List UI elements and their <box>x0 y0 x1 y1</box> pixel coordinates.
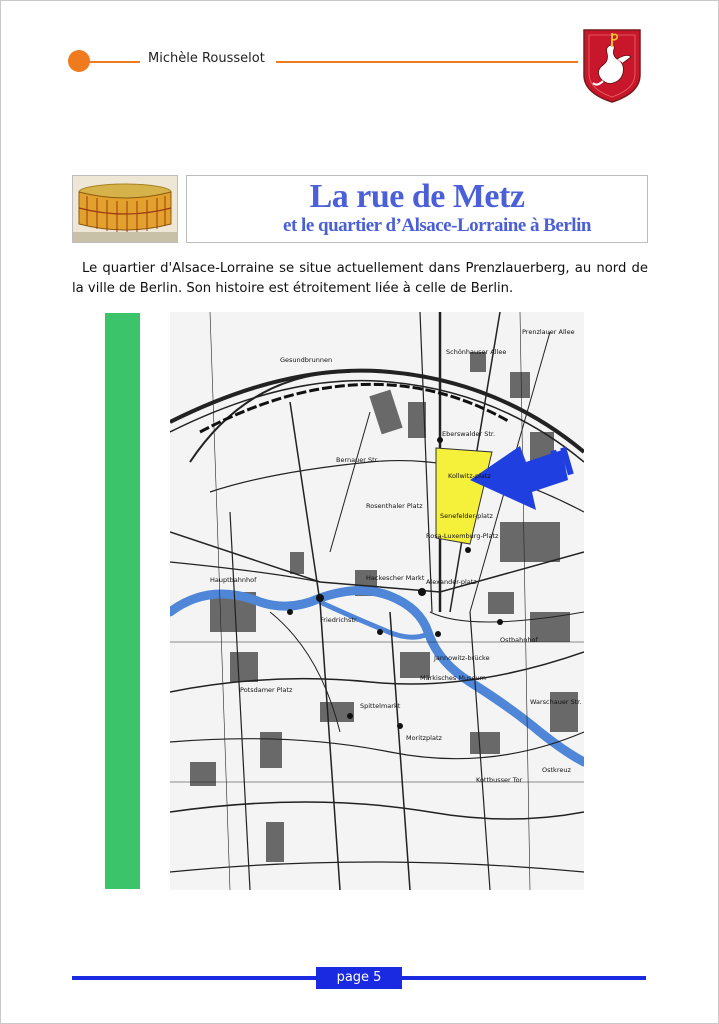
header-dot <box>68 50 90 72</box>
map-label-jannowitz: Jannowitz-brücke <box>434 654 490 662</box>
map-label-warschauer: Warschauer Str. <box>530 698 582 706</box>
author-name: Michèle Rousselot <box>148 51 265 66</box>
title-box <box>186 175 648 243</box>
map-label-rosenthaler: Rosenthaler Platz <box>366 502 423 510</box>
map-label-potsdamer: Potsdamer Platz <box>240 686 293 694</box>
header-rule-left <box>88 61 140 63</box>
map-label-gesundbrunnen: Gesundbrunnen <box>280 356 333 364</box>
map-label-kottbusser: Kottbusser Tor <box>476 776 523 784</box>
map-label-alexanderplatz: Alexander-platz <box>426 578 477 586</box>
page-subtitle: et le quartier d’Alsace-Lorraine à Berlin <box>283 215 591 236</box>
map-label-moritzplatz: Moritzplatz <box>406 734 442 742</box>
page-number: page 5 <box>316 967 402 989</box>
coliseum-thumbnail <box>72 175 178 243</box>
map-label-prenzlauer: Prenzlauer Allee <box>522 328 575 336</box>
header-rule-right <box>276 61 578 63</box>
map-label-spittelmarkt: Spittelmarkt <box>360 702 401 710</box>
map-label-eberswalder: Eberswalder Str. <box>442 430 496 438</box>
page-title: La rue de Metz <box>309 178 525 215</box>
map-label-bernauer: Bernauer Str. <box>336 456 379 464</box>
map-label-rosa: Rosa-Luxemburg-Platz <box>426 532 499 540</box>
map-label-kollwitz: Kollwitz-platz <box>448 472 491 480</box>
dragon-crest-icon <box>581 27 643 105</box>
map-label-friedrichstr: Friedrichstr. <box>320 616 359 624</box>
map-label-schonhauser: Schönhauser Allee <box>446 348 507 356</box>
map-label-markisches: Märkisches Museum <box>420 674 486 682</box>
map-label-hauptbahnhof: Hauptbahnhof <box>210 576 257 584</box>
berlin-map <box>170 312 584 890</box>
intro-paragraph: Le quartier d'Alsace-Lorraine se situe actuellement dans Prenzlauerberg, au nord de la ville de Berlin. Son histoire est étroitement liée à celle de Berlin. <box>72 261 648 296</box>
map-label-hackescher: Hackescher Markt <box>366 574 425 582</box>
map-label-ostkreuz: Ostkreuz <box>542 766 571 774</box>
side-accent-bar <box>105 313 140 889</box>
map-label-ostbahnhof: Ostbahnhof <box>500 636 538 644</box>
map-label-senefelder: Senefelder-platz <box>440 512 493 520</box>
